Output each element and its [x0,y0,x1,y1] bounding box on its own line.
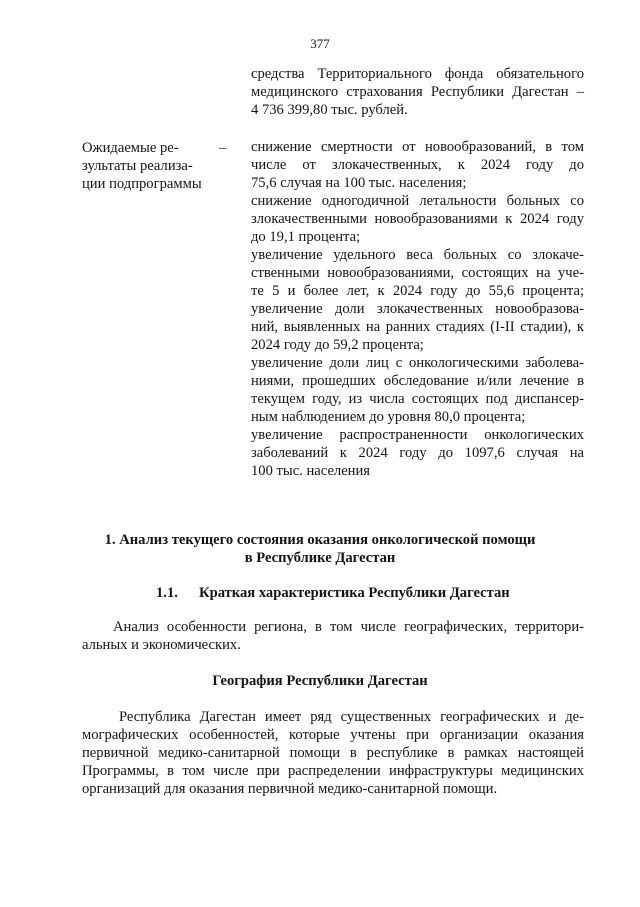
expected-results-label-line-1: Ожидаемые ре- [82,140,179,156]
result-line-12: 2024 году до 59,2 процента; [251,337,424,353]
section-1-title-line-1: 1. Анализ текущего состояния оказания онкологической помощи [104,532,536,548]
result-line-13: увеличение доли лиц с онкологическими заболева- [251,355,584,371]
label-dash: – [219,140,227,156]
result-line-10: увеличение доли злокачественных новообразова- [251,301,584,317]
result-line-14: ниями, прошедших обследование и/или лечение в [251,373,584,389]
geography-paragraph-line-2: мографических особенностей, которые учтены при организации оказания [82,727,584,743]
result-line-16: ным наблюдением до уровня 80,0 процента; [251,409,526,425]
result-line-8: ственными новообразованиями, состоящих на уче- [251,265,584,281]
result-line-5: злокачественными новообразованиями к 2024 году [251,211,584,227]
expected-results-label-line-2: зультаты реализа- [82,158,193,174]
result-line-9: те 5 и более лет, к 2024 году до 55,6 процента; [251,283,584,299]
funding-line-2: медицинского страхования Республики Дагестан – [251,84,584,100]
result-line-18: заболеваний к 2024 году до 1097,6 случая на [251,445,584,461]
result-line-11: ний, выявленных на ранних стадиях (I-II стадии), к [251,319,584,335]
result-line-7: увеличение удельного веса больных со злокаче- [251,247,584,263]
result-line-17: увеличение распространенности онкологических [251,427,584,443]
result-line-19: 100 тыс. населения [251,463,371,479]
result-line-3: 75,6 случая на 100 тыс. населения; [251,175,467,191]
result-line-15: текущем году, из числа состоящих под диспансер- [251,391,584,407]
result-line-2: числе от злокачественных, к 2024 году до [251,157,584,173]
section-1-1-number: 1.1. [156,585,178,601]
result-line-1: снижение смертности от новообразований, в том [251,139,584,155]
geography-paragraph-line-3: первичной медико-санитарной помощи в республике в рамках настоящей [82,745,584,761]
funding-line-3: 4 736 399,80 тыс. рублей. [251,102,408,118]
geography-paragraph-line-4: Программы, в том числе при распределении инфраструктуры медицинских [82,763,584,779]
intro-paragraph-line-1: Анализ особенности региона, в том числе географических, территори- [113,619,584,635]
geography-paragraph-line-1: Республика Дагестан имеет ряд существенных географических и де- [119,709,584,725]
geography-paragraph-line-5: организаций для оказания первичной медико-санитарной помощи. [82,781,498,797]
section-1-title-line-2: в Республике Дагестан [244,550,396,566]
geography-title: География Республики Дагестан [212,673,428,689]
intro-paragraph-line-2: альных и экономических. [82,637,241,653]
expected-results-label-line-3: ции подпрограммы [82,176,202,192]
result-line-6: до 19,1 процента; [251,229,361,245]
funding-line-1: средства Территориального фонда обязательного [251,66,584,82]
section-1-1-title: Краткая характеристика Республики Дагестан [199,585,510,601]
result-line-4: снижение одногодичной летальности больных со [251,193,584,209]
page-number: 377 [310,36,330,51]
